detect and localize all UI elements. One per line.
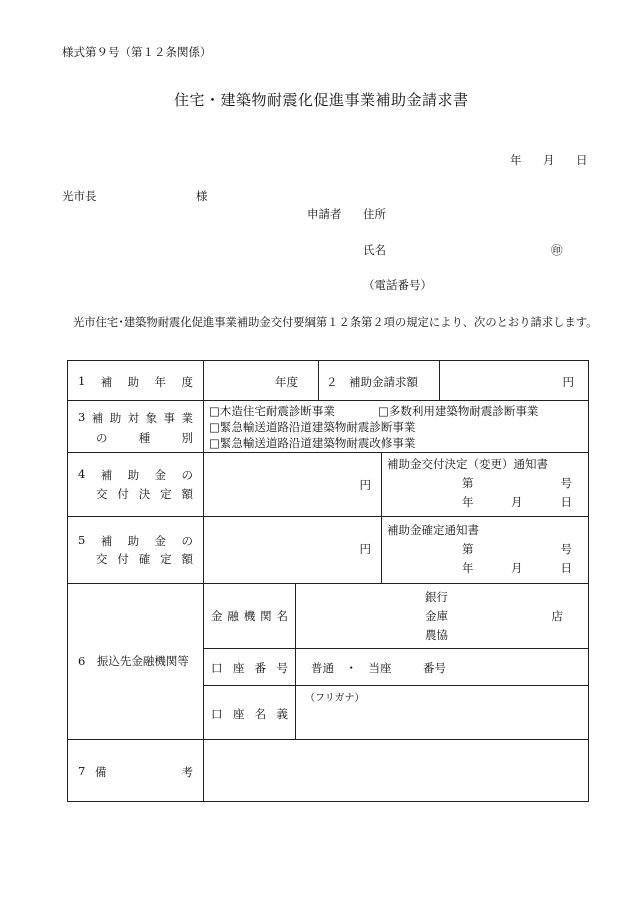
label-char: 確 [138, 552, 151, 566]
request-amount-label-cell [319, 361, 440, 401]
decision-notice-label: 補助金交付決定（変更）通知書 [387, 457, 548, 471]
furigana-label: （フリガナ） [305, 693, 365, 704]
label-char: 号 [276, 661, 288, 675]
label-cell [68, 740, 204, 802]
label-char: 定 [160, 552, 172, 566]
label-char: 助 [127, 375, 140, 389]
applicant-label: 申請者 [307, 207, 342, 221]
label-char: 補 [100, 375, 113, 389]
branch-label: 店 [551, 609, 563, 623]
account-type-options: 普通 ・ 当座 [311, 661, 392, 675]
row-remarks [68, 740, 589, 802]
label-char: 座 [232, 661, 245, 675]
document-title: 住宅・建築物耐震化促進事業補助金請求書 [174, 91, 469, 109]
label-char: 口 [211, 707, 223, 721]
label-char: 7 [78, 764, 86, 778]
label-char: 年 [154, 375, 167, 389]
label-char: 番 [254, 661, 267, 675]
date-year-label: 年 [510, 153, 522, 167]
row-project-type [68, 401, 589, 453]
account-number-label-cell [204, 649, 296, 686]
notice-year-label: 年 [462, 561, 474, 575]
go-label: 号 [560, 476, 572, 490]
row-grant-confirmed-amount [68, 517, 589, 584]
label-cell [68, 453, 204, 517]
option-multi-use-building-diagnosis[interactable]: □多数利用建築物耐震診断事業 [378, 404, 539, 418]
label-char: 5 [78, 533, 86, 547]
label-char: の [181, 468, 193, 482]
yen-unit: 円 [359, 542, 371, 556]
label-char: 備 [95, 765, 107, 779]
bank-name-field[interactable] [296, 584, 589, 649]
number-label: 番号 [423, 661, 446, 675]
request-form-table [67, 360, 589, 802]
label-char: 補 [100, 468, 113, 482]
notice-month-label: 月 [511, 561, 523, 575]
confirmed-amount-field[interactable] [204, 517, 382, 584]
form-number: 様式第９号（第１２条関係） [62, 45, 212, 59]
confirmed-notice-cell [382, 517, 589, 584]
date-month-label: 月 [543, 153, 555, 167]
label-char: 名 [276, 609, 288, 623]
notice-day-label: 日 [560, 495, 572, 509]
label-char: 交 [96, 552, 108, 566]
label-char: 義 [276, 707, 288, 721]
label-char: 補 [100, 534, 113, 548]
applicant-name-label: 氏名 [363, 243, 386, 257]
label-char: 度 [181, 375, 193, 389]
notice-month-label: 月 [511, 495, 523, 509]
label-char: 1 [78, 374, 86, 388]
seal-mark: ㊞ [551, 243, 563, 257]
label-char: 座 [232, 707, 245, 721]
bank-section-label: 6 振込先金融機関等 [78, 654, 189, 668]
notice-year-label: 年 [462, 495, 474, 509]
subsidy-year-field[interactable] [204, 361, 319, 401]
request-amount-label: ２ 補助金請求額 [326, 375, 418, 389]
row-subsidy-year [68, 361, 589, 401]
label-char: 関 [260, 609, 272, 623]
label-char: 象 [145, 411, 158, 425]
remarks-field[interactable] [204, 740, 589, 802]
label-char: 付 [117, 552, 129, 566]
label-char: 定 [160, 487, 172, 501]
label-char: 3 [78, 410, 86, 424]
yen-unit: 円 [359, 478, 371, 492]
account-holder-label-cell [204, 686, 296, 740]
addressee-honorific: 様 [196, 189, 208, 203]
label-char: 業 [181, 411, 193, 425]
label-char: 事 [163, 411, 176, 425]
label-char: 金 [154, 534, 167, 548]
date-day-label: 日 [576, 153, 588, 167]
dai-label: 第 [462, 476, 474, 490]
confirmed-notice-label: 補助金確定通知書 [387, 523, 479, 537]
label-char: 対 [127, 411, 140, 425]
label-char: 決 [138, 487, 151, 501]
applicant-address-label: 住所 [363, 207, 386, 221]
bank-type-bank: 銀行 [425, 590, 448, 604]
label-char: 金 [154, 468, 167, 482]
decision-amount-field[interactable] [204, 453, 382, 517]
yen-unit: 円 [562, 375, 574, 389]
project-type-options [204, 401, 589, 453]
label-cell [68, 361, 204, 401]
row-bank-name [68, 584, 589, 649]
label-cell [68, 401, 204, 453]
option-emergency-road-retrofit[interactable]: □緊急輸送道路沿道建築物耐震改修事業 [209, 436, 416, 450]
intro-text: 光市住宅･建築物耐震化促進事業補助金交付要綱第１２条第２項の規定により、次のとおり請求します。 [73, 316, 598, 329]
label-char: 4 [78, 467, 86, 481]
applicant-phone-label: （電話番号） [363, 278, 432, 292]
request-amount-field[interactable] [440, 361, 589, 401]
decision-notice-cell [382, 453, 589, 517]
label-char: 金 [211, 609, 223, 623]
account-holder-field[interactable] [296, 686, 589, 740]
label-cell [68, 584, 204, 740]
label-char: 考 [181, 765, 193, 779]
account-number-field[interactable] [296, 649, 589, 686]
year-unit: 年度 [275, 375, 298, 389]
label-char: 付 [117, 487, 129, 501]
label-char: の [181, 534, 193, 548]
label-char: 助 [127, 468, 140, 482]
go-label: 号 [560, 542, 572, 556]
label-char: 機 [243, 609, 256, 623]
label-char: 融 [227, 609, 239, 623]
label-char: 口 [211, 661, 223, 675]
label-char: 助 [109, 411, 122, 425]
label-char: 交 [96, 487, 108, 501]
label-cell [68, 517, 204, 584]
notice-day-label: 日 [560, 561, 572, 575]
bank-type-nokyo: 農協 [425, 628, 448, 642]
dai-label: 第 [462, 542, 474, 556]
label-char: 別 [181, 431, 193, 445]
label-char: 額 [181, 487, 193, 501]
label-char: 名 [254, 707, 267, 721]
bank-name-label-cell [204, 584, 296, 649]
bank-type-shinkin: 金庫 [425, 609, 448, 623]
label-char: の [96, 431, 108, 445]
row-grant-decision-amount [68, 453, 589, 517]
option-wooden-house-diagnosis[interactable]: □木造住宅耐震診断事業 [209, 404, 335, 418]
label-char: 補 [91, 411, 104, 425]
label-char: 助 [127, 534, 140, 548]
label-char: 額 [181, 552, 193, 566]
label-char: 種 [138, 431, 151, 445]
option-emergency-road-diagnosis[interactable]: □緊急輸送道路沿道建築物耐震診断事業 [209, 420, 416, 434]
addressee-mayor: 光市長 [62, 189, 97, 203]
